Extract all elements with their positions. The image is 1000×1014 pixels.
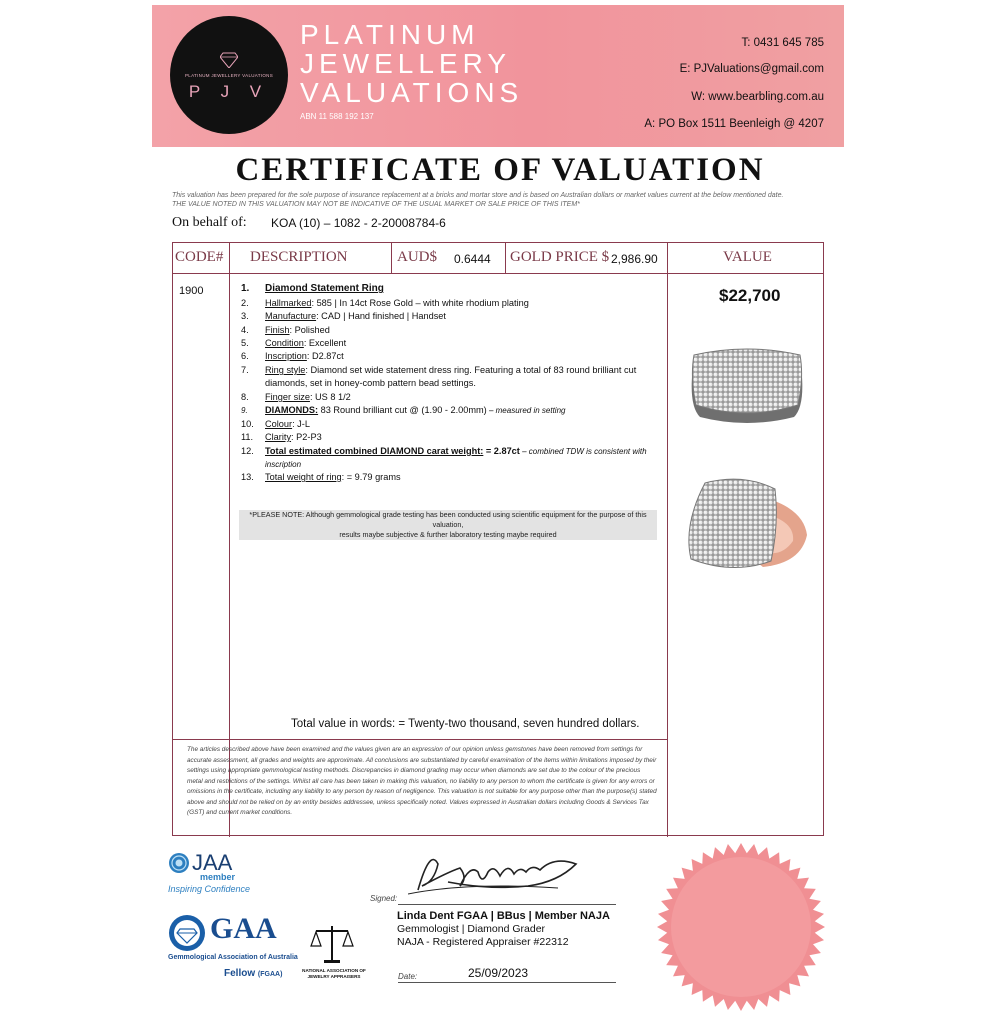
seal-center: [671, 857, 811, 997]
item-number: 4.: [241, 325, 249, 335]
logo-initials: P J V: [188, 82, 270, 101]
signer-name: Linda Dent FGAA | BBus | Member NAJA: [397, 910, 610, 922]
item-number: 9.: [241, 406, 248, 415]
ring-photo-front: [688, 347, 806, 427]
item-11: [241, 432, 322, 442]
item-number: 6.: [241, 351, 249, 361]
brand-line-3: VALUATIONS: [300, 77, 524, 108]
certificate-title: CERTIFICATE OF VALUATION: [235, 152, 765, 188]
signature-line: [398, 904, 616, 905]
item-3: [241, 311, 446, 321]
header-aud-label: AUD$: [397, 249, 437, 265]
disclaimer-line-2: THE VALUE NOTED IN THIS VALUATION MAY NOT BE INDICATIVE OF THE USUAL MARKET OR SALE PRICE OF THIS ITEM*: [172, 201, 580, 208]
gaa-text: GAA: [210, 912, 277, 945]
valuation-seal: [654, 840, 828, 1014]
item-2: [241, 298, 529, 308]
footer-divider: [173, 739, 667, 740]
gaa-diamond-icon: [168, 914, 206, 952]
gaa-fellow-abbr: (FGAA): [257, 971, 283, 978]
header-gold-value: 2,986.90: [611, 252, 658, 266]
item-label: Total estimated combined DIAMOND carat weight:: [265, 446, 484, 456]
gaa-fellow-logo: [168, 912, 298, 982]
gaa-name: Gemmological Association of Australia: [168, 954, 298, 961]
item-text: : = 9.79 grams: [341, 472, 401, 482]
item-12-continued: [241, 459, 301, 469]
item-label: Inscription: [265, 351, 307, 361]
brand-line-1: PLATINUM: [300, 19, 480, 50]
item-label: Finish: [265, 325, 290, 335]
testing-note: [239, 510, 657, 540]
item-text: diamonds, set in honey-comb pattern bead settings.: [265, 378, 476, 388]
column-divider: [667, 243, 668, 837]
item-label: Ring style: [265, 365, 306, 375]
jaa-tagline: Inspiring Confidence: [168, 884, 251, 894]
item-number: 7.: [241, 365, 249, 375]
naja-text: NATIONAL ASSOCIATION OF JEWELRY APPRAISERS: [302, 968, 366, 979]
ring-photo-side: [683, 475, 809, 575]
item-code: 1900: [179, 285, 204, 297]
scales-icon: [310, 922, 354, 966]
item-text: : D2.87ct: [306, 351, 344, 361]
item-number: 12.: [241, 446, 254, 456]
header-gold-label: GOLD PRICE $: [510, 249, 610, 265]
gaa-fellow: [224, 968, 282, 979]
diamond-icon: [220, 52, 238, 68]
testing-note-line-2: results maybe subjective & further laboratory testing maybe required: [339, 530, 557, 539]
item-label: DIAMONDS:: [265, 405, 319, 415]
behalf-value: KOA (10) – 1082 - 2-20008784-6: [271, 216, 446, 230]
item-8: [241, 392, 351, 402]
item-number: 11.: [241, 432, 254, 442]
header-value: VALUE: [723, 249, 772, 265]
column-divider: [391, 243, 392, 273]
contact-email[interactable]: E: PJValuations@gmail.com: [679, 63, 824, 75]
item-text: 83 Round brilliant cut @ (1.90 - 2.00mm): [318, 405, 487, 415]
jaa-text: JAA: [192, 850, 233, 875]
item-note: – measured in setting: [486, 406, 566, 415]
item-text: : Excellent: [303, 338, 347, 348]
item-text: : Polished: [289, 325, 330, 335]
signed-label: Signed:: [370, 894, 398, 903]
item-label: Hallmarked: [265, 298, 312, 308]
item-number: 10.: [241, 419, 254, 429]
item-label: Total weight of ring: [265, 472, 342, 482]
item-number: 2.: [241, 298, 249, 308]
signer-title-1: Gemmologist | Diamond Grader: [397, 923, 546, 935]
naja-logo: [298, 922, 370, 990]
item-5: [241, 338, 346, 348]
brand-line-2: JEWELLERY: [300, 48, 511, 79]
testing-note-line-1: *PLEASE NOTE: Although gemmological grade testing has been conducted using scientific equipment for the purpose of this valuation,: [249, 510, 647, 529]
abn: ABN 11 588 192 137: [300, 112, 374, 121]
item-12: [241, 446, 647, 456]
item-label: Condition: [265, 338, 304, 348]
jaa-globe-icon: [168, 852, 190, 874]
item-text: : Diamond set wide statement dress ring. Featuring a total of 83 round brilliant cut: [305, 365, 637, 375]
valuation-table: [172, 242, 824, 836]
contact-tel: T: 0431 645 785: [741, 37, 824, 49]
item-13: [241, 472, 401, 482]
contact-web[interactable]: W: www.bearbling.com.au: [691, 91, 824, 103]
header-code: CODE#: [175, 249, 224, 265]
header-banner: [152, 5, 844, 147]
item-7: [241, 365, 636, 375]
item-text: : 585 | In 14ct Rose Gold – with white rhodium plating: [311, 298, 529, 308]
total-value-words: Total value in words: = Twenty-two thousand, seven hundred dollars.: [291, 718, 640, 730]
item-note: inscription: [265, 460, 302, 469]
item-text: : US 8 1/2: [309, 392, 351, 402]
item-text: : J-L: [292, 419, 310, 429]
contact-address: A: PO Box 1511 Beenleigh @ 4207: [644, 118, 824, 130]
pjv-logo: [170, 16, 288, 134]
date-value: 25/09/2023: [468, 966, 529, 980]
gaa-fellow-label: Fellow: [224, 968, 256, 979]
signature: [408, 842, 588, 902]
item-10: [241, 419, 310, 429]
jaa-member-logo: [168, 850, 258, 902]
value-amount: $22,700: [719, 286, 781, 305]
item-text: : P2-P3: [291, 432, 322, 442]
item-label: Colour: [265, 419, 293, 429]
header-aud-value: 0.6444: [454, 252, 491, 266]
item-label: Clarity: [265, 432, 292, 442]
column-divider: [505, 243, 506, 273]
item-number: 3.: [241, 311, 249, 321]
item-number: 1.: [241, 283, 250, 294]
logo-ring-text: PLATINUM JEWELLERY VALUATIONS: [184, 73, 274, 78]
item-note: – combined TDW is consistent with: [519, 447, 647, 456]
item-label: Manufacture: [265, 311, 317, 321]
disclaimer-line-1: This valuation has been prepared for the sole purpose of insurance replacement at a bricks and mortar store and is based on Australian dollars or market values current at the below mentioned date.: [172, 192, 784, 199]
item-9: [241, 405, 565, 415]
item-label: Finger size: [265, 392, 310, 402]
item-1: [241, 283, 384, 294]
item-title: Diamond Statement Ring: [265, 283, 384, 294]
item-text: = 2.87ct: [483, 446, 520, 456]
signer-title-2: NAJA - Registered Appraiser #22312: [397, 936, 569, 948]
item-number: 5.: [241, 338, 249, 348]
item-4: [241, 325, 330, 335]
jaa-member-text: member: [200, 872, 236, 882]
item-text: : CAD | Hand finished | Handset: [316, 311, 446, 321]
item-number: 8.: [241, 392, 249, 402]
date-line: [398, 982, 616, 983]
header-divider: [173, 273, 823, 274]
item-6: [241, 351, 344, 361]
behalf-label: On behalf of:: [172, 215, 247, 230]
item-number: 13.: [241, 472, 254, 482]
footer-disclaimer: The articles described above have been examined and the values given are an expression of our opinion unless gemstones have been removed from settings for accurate assessment, all grades and weights are approximate. All conclusions are substantiated by careful examination of the items within limitations imposed by their settings using appropriate gemmological testing methods. Discrepancies in diamond grading may occur when diamonds are set due to the colour of the precious metal and restrictions of the settings. Whilst all care has been taken in making this valuation, no liability to any person to whom the certificate is given for any errors or omissions in the certificate, including any liability to any person by reason of negligence. This valuation is not suitable for any purpose other than the purpose(s) stated above and should not be relied on by an entity besides addressee, unless specifically noted. Values expressed in Australian dollars including Goods & Services Tax (GST) and current market conditions.: [187, 746, 657, 816]
item-7-continued: [241, 378, 476, 388]
header-description: DESCRIPTION: [250, 249, 348, 265]
date-label: Date:: [398, 972, 418, 981]
